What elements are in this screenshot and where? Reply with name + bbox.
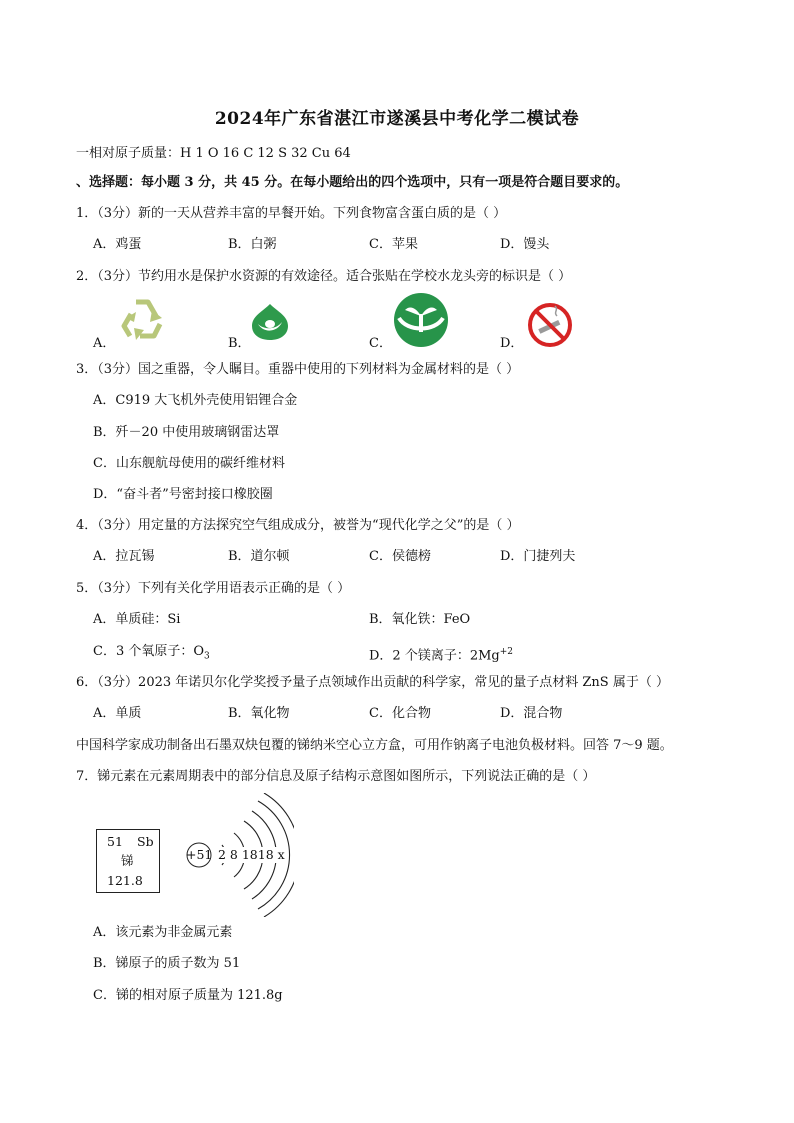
electron-shells: 2 8 1818 x bbox=[218, 847, 285, 862]
nucleus-charge: +51 bbox=[186, 847, 213, 862]
q3-option-b[interactable]: B．歼－20 中使用玻璃钢雷达罩 bbox=[93, 425, 280, 440]
page-title: 2024年广东省湛江市遂溪县中考化学二模试卷 bbox=[214, 109, 580, 129]
q4-option-d[interactable]: D．门捷列夫 bbox=[500, 549, 576, 564]
question-7-stem: 7．锑元素在元素周期表中的部分信息及原子结构示意图如图所示，下列说法正确的是（ ） bbox=[76, 769, 596, 784]
q5-option-c[interactable] bbox=[93, 643, 210, 666]
green-food-icon bbox=[393, 292, 449, 348]
q6-option-c[interactable]: C．化合物 bbox=[369, 706, 431, 721]
q4-option-a[interactable]: A．拉瓦锡 bbox=[93, 549, 155, 564]
question-6-stem: 6．（3分）2023 年诺贝尔化学奖授予量子点领域作出贡献的科学家，常见的量子点材料 ZnS 属于（ ） bbox=[76, 675, 669, 690]
q3-option-d[interactable]: D．“奋斗者”号密封接口橡胶圈 bbox=[93, 487, 273, 502]
q1-option-a[interactable]: A．鸡蛋 bbox=[93, 237, 142, 252]
section-header: 、选择题：每小题 3 分，共 45 分。在每小题给出的四个选项中，只有一项是符合题目要求的。 bbox=[76, 175, 629, 190]
q7-option-c[interactable]: C．锑的相对原子质量为 121.8g bbox=[93, 988, 283, 1003]
q5-option-d[interactable] bbox=[369, 643, 513, 665]
q6-option-a[interactable]: A．单质 bbox=[93, 706, 142, 721]
recycle-icon bbox=[116, 296, 168, 344]
q2-option-d[interactable]: D． bbox=[500, 336, 524, 351]
water-saving-icon bbox=[248, 302, 292, 342]
q5-option-d-text: D．2 个镁离子：2Mg bbox=[369, 648, 500, 664]
element-symbol: Sb bbox=[137, 834, 154, 849]
q7-option-b[interactable]: B．锑原子的质子数为 51 bbox=[93, 956, 241, 971]
atomic-mass: 121.8 bbox=[107, 873, 143, 888]
q7-option-a[interactable]: A．该元素为非金属元素 bbox=[93, 925, 233, 940]
q3-option-c[interactable]: C．山东舰航母使用的碳纤维材料 bbox=[93, 456, 285, 471]
q5-option-d-superscript: +2 bbox=[499, 647, 514, 657]
question-3-stem: 3．（3分）国之重器，令人瞩目。重器中使用的下列材料为金属材料的是（ ） bbox=[76, 362, 520, 377]
question-4-stem: 4．（3分）用定量的方法探究空气组成成分，被誉为“现代化学之父”的是（ ） bbox=[76, 518, 520, 533]
q4-option-b[interactable]: B．道尔顿 bbox=[228, 549, 290, 564]
atomic-number: 51 bbox=[107, 834, 123, 849]
q2-option-a[interactable]: A． bbox=[93, 336, 116, 351]
q5-option-c-text: C．3 个氧原子：O bbox=[93, 644, 205, 659]
q2-option-b[interactable]: B． bbox=[228, 336, 251, 351]
element-name: 锑 bbox=[121, 853, 134, 868]
q1-option-b[interactable]: B．白粥 bbox=[228, 237, 277, 252]
question-1-stem: 1．（3分）新的一天从营养丰富的早餐开始。下列食物富含蛋白质的是（ ） bbox=[76, 206, 507, 221]
q5-option-c-subscript: 3 bbox=[204, 651, 210, 662]
periodic-table-cell bbox=[96, 829, 160, 893]
q5-option-b[interactable]: B．氧化铁：FeO bbox=[369, 612, 471, 627]
question-5-stem: 5．（3分）下列有关化学用语表示正确的是（ ） bbox=[76, 581, 351, 596]
question-2-stem: 2．（3分）节约用水是保护水资源的有效途径。适合张贴在学校水龙头旁的标识是（ ） bbox=[76, 269, 572, 284]
q1-option-c[interactable]: C．苹果 bbox=[369, 237, 418, 252]
atomic-mass-line: 一相对原子质量：H 1 O 16 C 12 S 32 Cu 64 bbox=[76, 146, 351, 161]
atomic-structure-diagram bbox=[182, 793, 294, 917]
q4-option-c[interactable]: C．侯德榜 bbox=[369, 549, 431, 564]
no-smoking-icon bbox=[527, 302, 573, 348]
q1-option-d[interactable]: D．馒头 bbox=[500, 237, 550, 252]
q5-option-a[interactable]: A．单质硅：Si bbox=[93, 612, 181, 627]
q6-option-b[interactable]: B．氧化物 bbox=[228, 706, 290, 721]
reading-passage: 中国科学家成功制备出石墨双炔包覆的锑纳米空心立方盒，可用作钠离子电池负极材料。回答 7～9 题。 bbox=[76, 738, 673, 753]
q2-option-c[interactable]: C． bbox=[369, 336, 392, 351]
q6-option-d[interactable]: D．混合物 bbox=[500, 706, 563, 721]
q3-option-a[interactable]: A．C919 大飞机外壳使用铝锂合金 bbox=[93, 393, 298, 408]
